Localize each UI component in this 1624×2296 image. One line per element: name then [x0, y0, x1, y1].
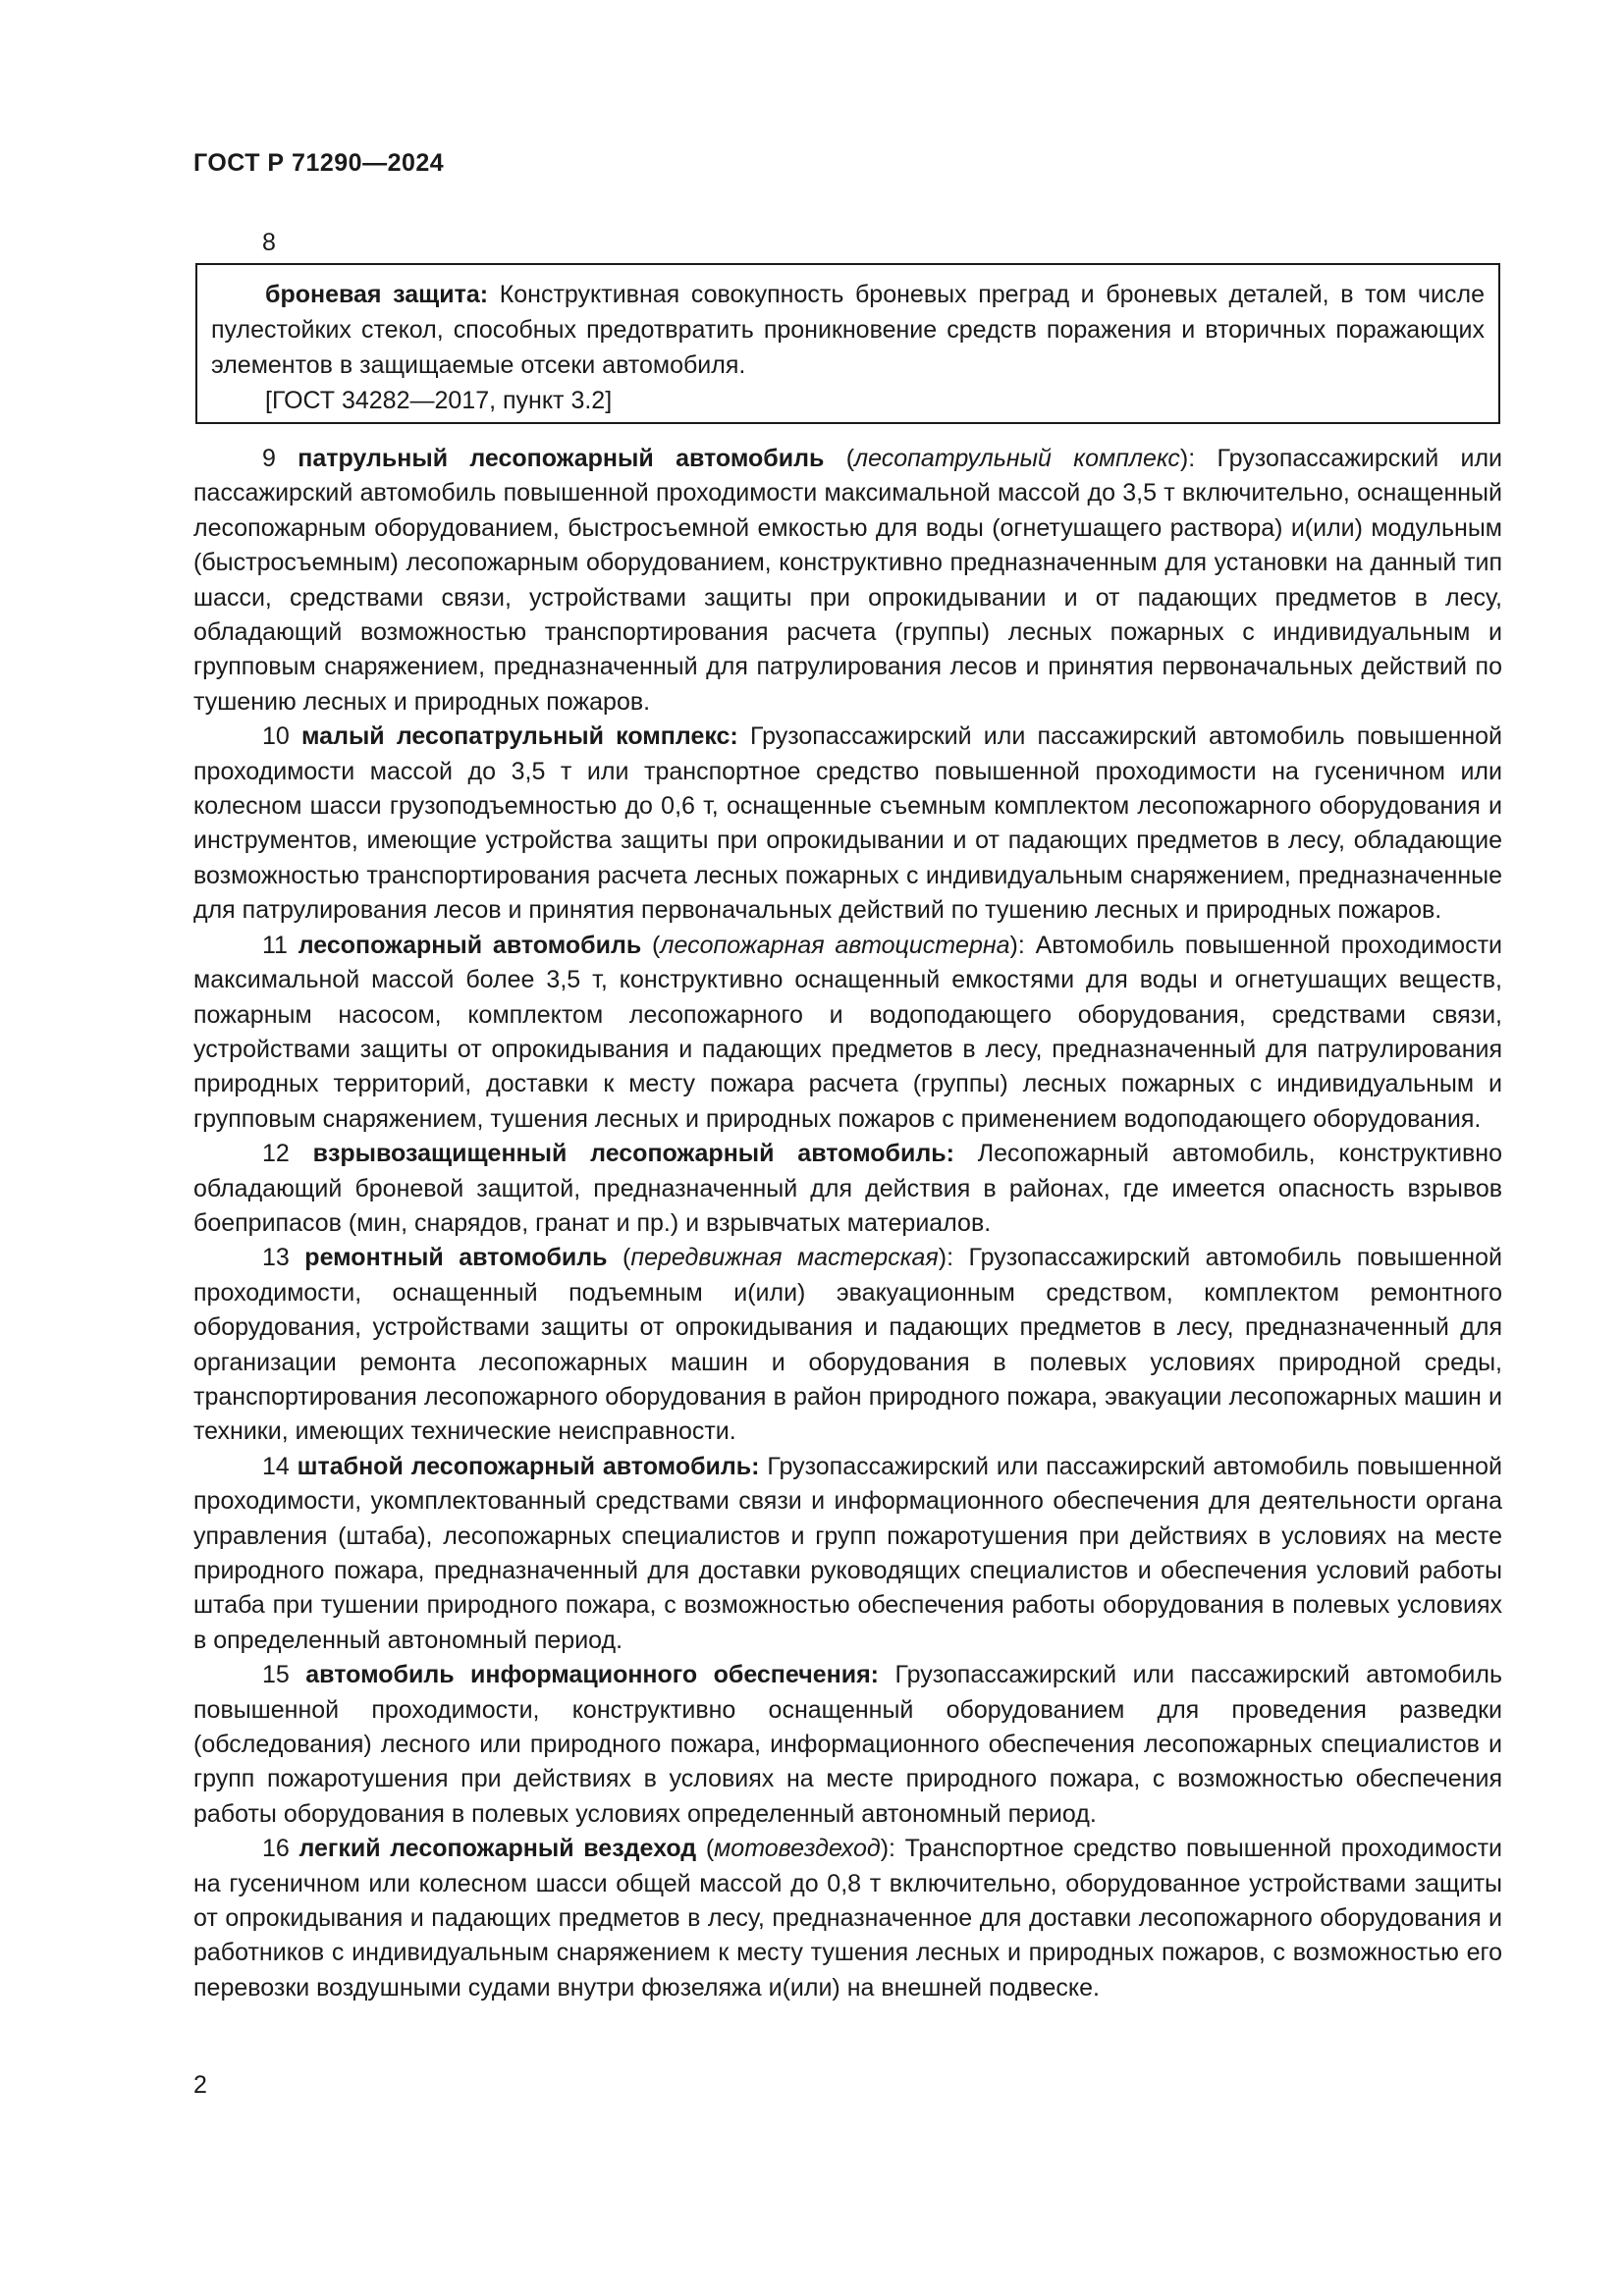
definition-paragraph [211, 277, 1485, 383]
definition-box [195, 263, 1500, 424]
term-definition: Грузопассажирский или пассажирский автомобиль повышенной проходимости массой до 3,5 т или транспортное средство повышенной проходимости на гусеничном или колесном шасси грузоподъемностью до 0,6 т, оснащенные съемным комплектом лесопожарного оборудования и инструментов, имеющие устройства защиты при опрокидывании и от падающих предметов в лесу, обладающие возможностью транспортирования расчета лесных пожарных с индивидуальным снаряжением, предназначенные для патрулирования лесов и принятия первоначальных действий по тушению лесных и природных пожаров. [193, 722, 1502, 925]
page-number: 2 [193, 2071, 207, 2099]
term-definition: Грузопассажирский или пассажирский автомобиль повышенной проходимости, конструктивно оснащенный оборудованием для проведения разведки (обследования) лесного или природного пожара, информационного обеспечения лесопожарных специалистов и групп пожаротушения при действиях в условиях на месте природного пожара, с возможностью обеспечения работы оборудования в полевых условиях определенный автономный период. [193, 1661, 1503, 1828]
term-item-16 [193, 1832, 1502, 2005]
term-item-9 [193, 442, 1502, 720]
definition-reference: [ГОСТ 34282—2017, пункт 3.2] [265, 387, 613, 414]
term-title: легкий лесопожарный вездеход [298, 1835, 697, 1863]
term-number: 12 [262, 1140, 313, 1168]
term-title: ремонтный автомобиль [304, 1244, 608, 1272]
term-synonym: лесопожарная автоцистерна [660, 931, 1010, 959]
term-definition: Лесопожарный автомобиль, конструктивно обладающий броневой защитой, предназначенный для действия в районах, где имеется опасность взрывов боеприпасов (мин, снарядов, гранат и пр.) и взрывчатых материалов. [193, 1140, 1502, 1237]
document-header: ГОСТ Р 71290—2024 [193, 149, 445, 177]
term-number: 13 [262, 1244, 305, 1272]
term-item-13 [193, 1241, 1502, 1449]
term-paren-open: ( [641, 931, 661, 959]
definition-term: броневая защита: [265, 281, 489, 308]
term-definition: Транспортное средство повышенной проходимости на гусеничном или колесном шасси общей массой до 0,8 т включительно, оборудованное устройствами защиты от опрокидывания и падающих предметов в лесу, предназначенное для доставки лесопожарного оборудования и работников с индивидуальным снаряжением к месту тушения лесных и природных пожаров, с возможностью его перевозки воздушными судами внутри фюзеляжа и(или) на внешней подвеске. [193, 1835, 1502, 2002]
terms-list [193, 442, 1502, 2005]
term-title: лесопожарный автомобиль [298, 931, 642, 959]
term-item-11 [193, 929, 1502, 1137]
term-definition: Грузопассажирский или пассажирский автомобиль повышенной проходимости максимальной массой до 3,5 т включительно, оснащенный лесопожарным оборудованием, быстросъемной емкостью для воды (огнетушащего раствора) и(или) модульным (быстросъемным) лесопожарным оборудованием, конструктивно предназначенным для установки на данный тип шасси, средствами связи, устройствами защиты при опрокидывании и от падающих предметов в лесу, обладающий возможностью транспортирования расчета (группы) лесных пожарных с индивидуальным и групповым снаряжением, предназначенный для патрулирования лесов и принятия первоначальных действий по тушению лесных и природных пожаров. [193, 445, 1503, 716]
term-number: 15 [262, 1661, 306, 1689]
term-title: патрульный лесопожарный автомобиль [298, 445, 825, 472]
term-number: 9 [262, 445, 298, 472]
term-definition: Грузопассажирский или пассажирский автомобиль повышенной проходимости, укомплектованный средствами связи и информационного обеспечения для деятельности органа управления (штаба), лесопожарных специалистов и групп пожаротушения при действиях в условиях на месте природного пожара, предназначенный для доставки руководящих специалистов и обеспечения условий работы штаба при тушении природного пожара, с возможностью обеспечения работы оборудования в полевых условиях в определенный автономный период. [193, 1452, 1502, 1654]
term-paren-close: ): [938, 1244, 954, 1272]
term-synonym: мотовездеход [714, 1835, 881, 1863]
term-paren-close: ): [1179, 445, 1196, 472]
term-title: малый лесопатрульный комплекс: [301, 722, 738, 751]
term-paren-open: ( [824, 445, 855, 472]
term-number: 11 [262, 931, 298, 959]
term-definition: Автомобиль повышенной проходимости максимальной массой более 3,5 т, конструктивно оснащенный емкостями для воды и огнетушащих веществ, пожарным насосом, комплектом лесопожарного и водоподающего оборудования, средствами связи, устройствами защиты от опрокидывания и падающих предметов в лесу, предназначенный для патрулирования природных территорий, доставки к месту пожара расчета (группы) лесных пожарных с индивидуальным и групповым снаряжением, тушения лесных и природных пожаров с применением водоподающего оборудования. [193, 931, 1502, 1133]
definition-text: Конструктивная совокупность броневых преград и броневых деталей, в том числе пулестойких стекол, способных предотвратить проникновение средств поражения и вторичных поражающих элементов в защищаемые отсеки автомобиля. [211, 281, 1485, 379]
term-paren-open: ( [696, 1835, 715, 1863]
term-title: автомобиль информационного обеспечения: [305, 1661, 879, 1689]
term-item-10 [193, 720, 1502, 928]
term-synonym: лесопатрульный комплекс [854, 445, 1180, 472]
term-title: штабной лесопожарный автомобиль: [297, 1452, 760, 1480]
note-number: 8 [262, 229, 276, 256]
term-paren-close: ): [880, 1835, 895, 1863]
term-paren-open: ( [607, 1244, 631, 1272]
term-title: взрывозащищенный лесопожарный автомобиль: [312, 1140, 954, 1168]
term-number: 10 [262, 722, 301, 751]
term-number: 14 [262, 1452, 298, 1480]
term-item-14 [193, 1450, 1502, 1658]
term-definition: Грузопассажирский автомобиль повышенной проходимости, оснащенный подъемным и(или) эвакуационным средством, комплектом ремонтного оборудования, устройствами защиты от опрокидывания и падающих предметов в лесу, предназначенный для организации ремонта лесопожарных машин и оборудования в полевых условиях природной среды, транспортирования лесопожарного оборудования в район природного пожара, эвакуации лесопожарных машин и техники, имеющих технические неисправности. [193, 1244, 1502, 1446]
term-item-15 [193, 1658, 1502, 1832]
term-number: 16 [262, 1835, 299, 1863]
term-paren-close: ): [1009, 931, 1025, 959]
term-item-12 [193, 1137, 1502, 1241]
term-synonym: передвижная мастерская [630, 1244, 939, 1272]
